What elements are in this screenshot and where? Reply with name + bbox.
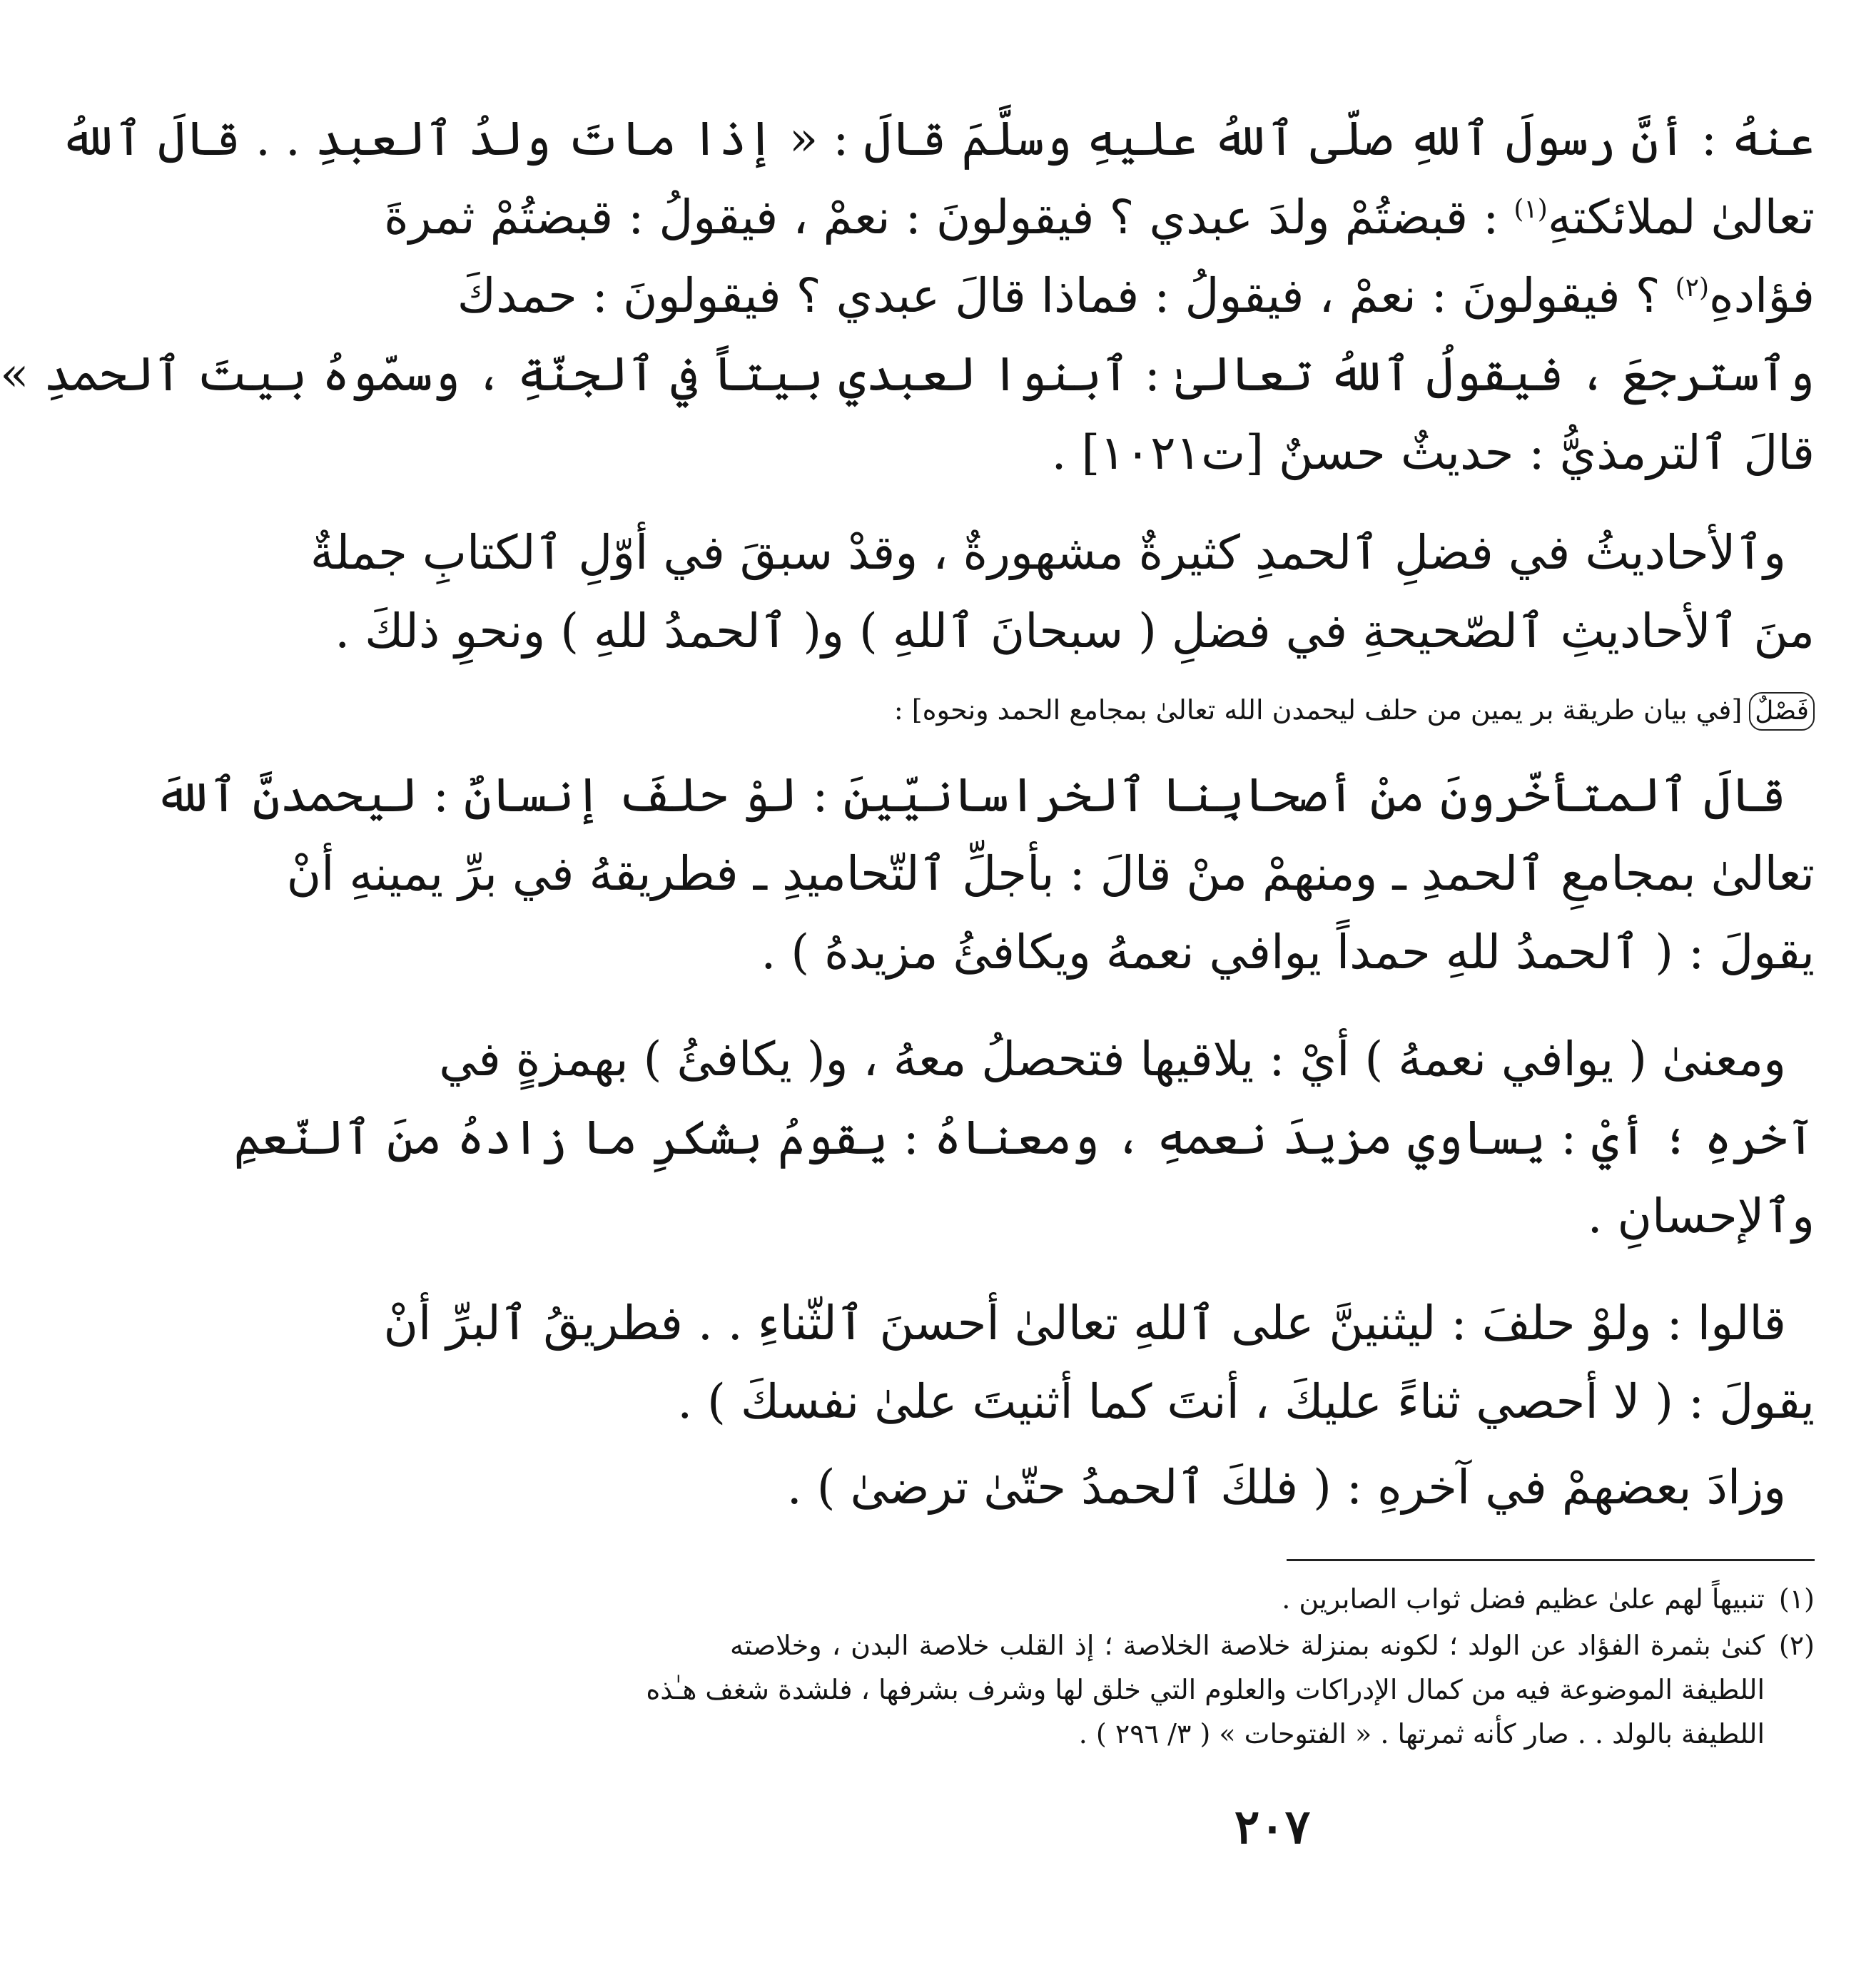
footnote-number: (١) (1778, 1583, 1815, 1615)
footnote-1 (730, 1577, 1815, 1621)
text-segment: فؤادهِ (1709, 268, 1815, 323)
text-line (384, 178, 1815, 257)
text-line: آخرهِ ؛ أيْ : يساوي مزيدَ نعمهِ ، ومعناهُ : يقومُ بشكرِ ما زادهُ منَ ٱلنّعمِ (233, 1110, 1815, 1165)
footnote-ref-2[interactable]: (٢) (1675, 273, 1710, 303)
footnote-text: تنبيهاً لهم علىٰ عظيم فضل ثواب الصابرين . (1282, 1583, 1765, 1615)
section-heading (730, 685, 1815, 735)
fasl-badge: فَصْلٌ (1749, 692, 1815, 731)
text-line: وٱسترجعَ ، فيقولُ ٱللهُ تعالىٰ : ٱبنوا لعبدي بيتاً في ٱلجنّةِ ، وسمّوهُ بيتَ ٱلحمدِ » (0, 347, 1815, 402)
text-line: يقولَ : ( لا أحصي ثناءً عليكَ ، أنتَ كما أثنيتَ علىٰ نفسكَ ) . (677, 1374, 1815, 1429)
text-line: عنهُ : أنَّ رسولَ ٱللهِ صلّى ٱللهُ عليهِ وسلَّمَ قالَ : « إذا ماتَ ولدُ ٱلعبدِ . . قالَ ٱللهُ (59, 111, 1815, 166)
text-line: منَ ٱلأحاديثِ ٱلصّحيحةِ في فضلِ ( سبحانَ ٱللهِ ) و( ٱلحمدُ للهِ ) ونحوِ ذلكَ . (335, 604, 1815, 659)
text-line: وٱلأحاديثُ في فضلِ ٱلحمدِ كثيرةٌ مشهورةٌ ، وقدْ سبقَ في أوّلِ ٱلكتابِ جملةٌ (310, 525, 1786, 580)
footnote-ref-1[interactable]: (١) (1514, 195, 1548, 224)
text-line: وزادَ بعضهمْ في آخرهِ : ( فلكَ ٱلحمدُ حتّىٰ ترضىٰ ) . (786, 1460, 1786, 1515)
footnote-2-continued: اللطيفة الموضوعة فيه من كمال الإدراكات والعلوم التي خلق لها وشرف بشرفها ، فلشدة شغف هـٰذه (646, 1674, 1765, 1705)
page-number: ٢٠٧ (1234, 1799, 1311, 1854)
text-line: قالَ ٱلمتأخّرونَ منْ أصحابِنا ٱلخراسانيّينَ : لوْ حلفَ إنسانٌ : ليحمدنَّ ٱللهَ (154, 768, 1786, 823)
footnote-2 (730, 1623, 1815, 1667)
text-line: وٱلإحسانِ . (1587, 1189, 1815, 1244)
text-segment: ؟ فيقولونَ : نعمْ ، فيقولُ : فماذا قالَ عبدي ؟ فيقولونَ : حمدكَ (457, 268, 1675, 323)
footnote-text: كنىٰ بثمرة الفؤاد عن الولد ؛ لكونه بمنزلة خلاصة الخلاصة ؛ إذ القلب خلاصة البدن ، وخلاصته (730, 1630, 1765, 1661)
text-line: تعالىٰ بمجامعِ ٱلحمدِ ـ ومنهمْ منْ قالَ : بأجلِّ ٱلتّحاميدِ ـ فطريقهُ في برِّ يمينهِ أنْ (286, 846, 1815, 901)
text-line: ومعنىٰ ( يوافي نعمهُ ) أيْ : يلاقيها فتحصلُ معهُ ، و( يكافئُ ) بهمزةٍ في (439, 1032, 1786, 1087)
footnote-2-continued: اللطيفة بالولد . . صار كأنه ثمرتها . « الفتوحات » ( ٣/ ٢٩٦ ) . (1078, 1718, 1765, 1750)
text-segment: : قبضتُمْ ولدَ عبدي ؟ فيقولونَ : نعمْ ، فيقولُ : قبضتُمْ ثمرةَ (384, 190, 1514, 245)
heading-text: [في بيان طريقة بر يمين من حلف ليحمدن الله تعالىٰ بمجامع الحمد ونحوه] : (893, 694, 1743, 726)
text-line (457, 257, 1815, 335)
text-segment: تعالىٰ لملائكتهِ (1547, 190, 1815, 245)
footnote-number: (٢) (1778, 1630, 1815, 1661)
footnote-divider (1287, 1559, 1815, 1561)
text-line: يقولَ : ( ٱلحمدُ للهِ حمداً يوافي نعمهُ ويكافئُ مزيدهُ ) . (761, 925, 1815, 980)
text-line: قالَ ٱلترمذيُّ : حديثٌ حسنٌ [ت١٠٢١] . (1051, 425, 1815, 480)
text-line: قالوا : ولوْ حلفَ : ليثنينَّ على ٱللهِ تعالىٰ أحسنَ ٱلثّناءِ . . فطريقُ ٱلبرِّ أنْ (383, 1296, 1786, 1351)
